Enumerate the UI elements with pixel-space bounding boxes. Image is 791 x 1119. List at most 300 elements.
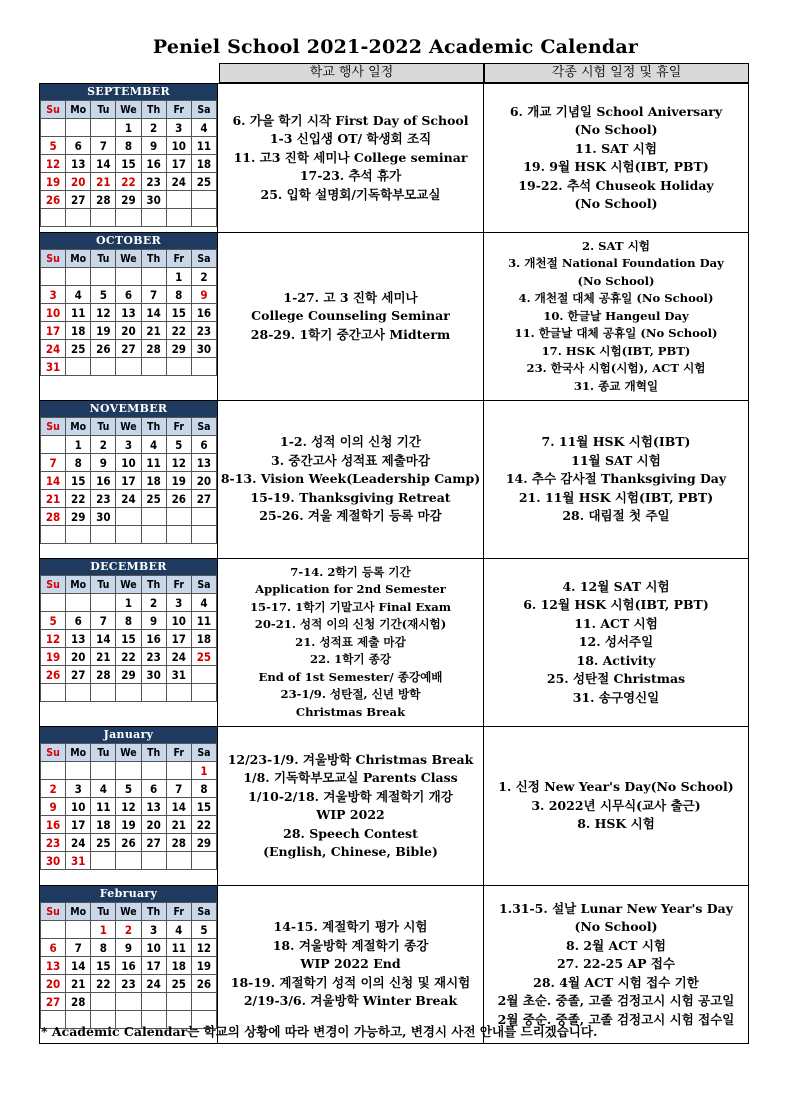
exam-line: (No School)	[574, 919, 658, 935]
month-block-february	[39, 886, 749, 1044]
day-cell: 29	[116, 666, 141, 684]
day-cell	[141, 993, 166, 1011]
day-cell: 19	[191, 957, 216, 975]
day-cell: 11	[191, 612, 216, 630]
exams-holidays	[484, 84, 748, 232]
day-cell	[191, 993, 216, 1011]
month-calendar	[40, 233, 218, 400]
event-line: WIP 2022	[316, 807, 385, 822]
day-cell: 8	[91, 939, 116, 957]
day-cell: 4	[191, 594, 216, 612]
weekday-header: Fr	[166, 576, 191, 594]
day-cell: 20	[191, 472, 216, 490]
months-container	[39, 83, 749, 1044]
day-cell	[41, 209, 66, 227]
weekday-header: Tu	[91, 418, 116, 436]
day-cell: 5	[191, 921, 216, 939]
day-cell: 7	[91, 137, 116, 155]
day-cell: 22	[191, 816, 216, 834]
day-cell	[91, 268, 116, 286]
weekday-header: Mo	[66, 250, 91, 268]
day-cell: 25	[166, 975, 191, 993]
day-cell: 5	[116, 780, 141, 798]
day-cell: 7	[91, 612, 116, 630]
day-cell	[191, 191, 216, 209]
day-cell	[66, 684, 91, 702]
day-cell	[66, 268, 91, 286]
day-cell: 16	[91, 472, 116, 490]
day-cell	[116, 209, 141, 227]
exam-line: (No School)	[574, 122, 658, 137]
weekday-header: Th	[141, 250, 166, 268]
day-cell: 25	[66, 340, 91, 358]
day-cell: 18	[66, 322, 91, 340]
day-cell: 23	[91, 490, 116, 508]
day-cell: 21	[91, 648, 116, 666]
exam-line: 28. 4월 ACT 시험 접수 기한	[533, 974, 699, 990]
day-cell: 17	[116, 472, 141, 490]
day-cell: 27	[116, 340, 141, 358]
day-cell	[116, 358, 141, 376]
exam-line: 19. 9월 HSK 시험(IBT, PBT)	[523, 159, 709, 174]
day-cell: 9	[141, 137, 166, 155]
day-cell: 24	[66, 834, 91, 852]
month-block-september	[39, 83, 749, 233]
event-line: College Counseling Seminar	[251, 308, 450, 324]
day-cell	[91, 762, 116, 780]
day-cell	[191, 209, 216, 227]
day-cell: 9	[41, 798, 66, 816]
day-cell: 25	[141, 490, 166, 508]
day-cell: 25	[191, 648, 216, 666]
day-cell: 30	[141, 191, 166, 209]
day-cell: 4	[166, 921, 191, 939]
day-cell: 28	[91, 191, 116, 209]
day-cell	[141, 508, 166, 526]
day-cell: 4	[66, 286, 91, 304]
day-cell: 24	[141, 975, 166, 993]
event-line: 1/8. 기독학부모교실 Parents Class	[243, 770, 458, 785]
month-grid	[40, 902, 217, 1029]
day-cell: 20	[141, 816, 166, 834]
calendar-frame	[39, 63, 749, 1044]
weekday-header: Mo	[66, 418, 91, 436]
day-cell: 6	[66, 612, 91, 630]
day-cell	[41, 119, 66, 137]
weekday-header: Sa	[191, 903, 216, 921]
day-cell	[41, 921, 66, 939]
day-cell	[91, 358, 116, 376]
day-cell: 9	[116, 939, 141, 957]
day-cell: 7	[166, 780, 191, 798]
day-cell	[166, 209, 191, 227]
day-cell: 19	[91, 322, 116, 340]
weekday-header: Th	[141, 744, 166, 762]
event-line: 22. 1학기 종강	[309, 652, 392, 667]
day-cell: 19	[41, 173, 66, 191]
day-cell: 21	[91, 173, 116, 191]
school-events	[218, 886, 484, 1043]
day-cell	[191, 358, 216, 376]
exam-line: 31. 송구영신일	[572, 689, 660, 705]
weekday-header: Fr	[166, 903, 191, 921]
weekday-header: Fr	[166, 250, 191, 268]
day-cell: 4	[191, 119, 216, 137]
exam-line: 3. 2022년 시무식(교사 출근)	[531, 797, 701, 813]
day-cell: 6	[141, 780, 166, 798]
school-events	[218, 233, 484, 400]
weekday-header: We	[116, 576, 141, 594]
day-cell	[166, 191, 191, 209]
weekday-header: We	[116, 903, 141, 921]
day-cell: 28	[41, 508, 66, 526]
day-cell: 21	[66, 975, 91, 993]
event-line: 18. 겨울방학 계절학기 종강	[272, 937, 429, 953]
day-cell	[116, 762, 141, 780]
weekday-header: Su	[41, 101, 66, 119]
day-cell: 19	[41, 648, 66, 666]
day-cell	[41, 684, 66, 702]
weekday-header: Mo	[66, 576, 91, 594]
weekday-header: Su	[41, 418, 66, 436]
day-cell: 3	[166, 119, 191, 137]
day-cell	[66, 526, 91, 544]
day-cell: 29	[166, 340, 191, 358]
event-line: 28. Speech Contest	[283, 825, 418, 841]
day-cell: 8	[66, 454, 91, 472]
day-cell: 12	[41, 630, 66, 648]
day-cell	[91, 594, 116, 612]
day-cell: 29	[191, 834, 216, 852]
day-cell: 5	[166, 436, 191, 454]
day-cell: 5	[41, 137, 66, 155]
day-cell: 28	[141, 340, 166, 358]
day-cell: 12	[166, 454, 191, 472]
event-line: 15-19. Thanksgiving Retreat	[250, 489, 451, 505]
event-line: 11. 고3 진학 세미나 College seminar	[233, 149, 468, 165]
day-cell: 14	[166, 798, 191, 816]
exam-line: 1.31-5. 설날 Lunar New Year's Day	[499, 900, 733, 916]
day-cell	[166, 684, 191, 702]
event-line: 23-1/9. 성탄절, 신년 방학	[280, 687, 421, 702]
day-cell: 7	[66, 939, 91, 957]
exam-line: 14. 추수 감사절 Thanksgiving Day	[505, 471, 727, 487]
day-cell: 9	[141, 612, 166, 630]
day-cell: 22	[166, 322, 191, 340]
exam-line: (No School)	[577, 273, 655, 288]
day-cell: 26	[116, 834, 141, 852]
day-cell	[191, 666, 216, 684]
weekday-header: Fr	[166, 101, 191, 119]
month-block-january	[39, 727, 749, 886]
exams-holidays	[484, 727, 748, 885]
day-cell: 3	[41, 286, 66, 304]
day-cell: 16	[41, 816, 66, 834]
weekday-header: Sa	[191, 418, 216, 436]
day-cell	[116, 526, 141, 544]
school-events	[218, 84, 484, 232]
weekday-header: Mo	[66, 744, 91, 762]
event-line: End of 1st Semester/ 종강예배	[258, 669, 443, 684]
day-cell: 15	[116, 155, 141, 173]
day-cell: 27	[66, 191, 91, 209]
exam-line: 6. 개교 기념일 School Aniversary	[509, 103, 723, 119]
day-cell	[191, 684, 216, 702]
day-cell: 9	[191, 286, 216, 304]
day-cell: 15	[191, 798, 216, 816]
day-cell	[141, 526, 166, 544]
day-cell: 30	[191, 340, 216, 358]
day-cell	[141, 209, 166, 227]
exam-line: 4. 개천절 대체 공휴일 (No School)	[518, 291, 714, 306]
day-cell: 27	[191, 490, 216, 508]
exam-line: 6. 12월 HSK 시험(IBT, PBT)	[523, 597, 709, 613]
weekday-header: Th	[141, 576, 166, 594]
day-cell	[191, 508, 216, 526]
month-block-december	[39, 559, 749, 727]
day-cell: 11	[191, 137, 216, 155]
day-cell: 28	[66, 993, 91, 1011]
day-cell: 17	[66, 816, 91, 834]
day-cell: 31	[41, 358, 66, 376]
day-cell: 12	[116, 798, 141, 816]
day-cell: 31	[166, 666, 191, 684]
school-events	[218, 559, 484, 726]
month-grid	[40, 575, 217, 702]
day-cell: 18	[166, 957, 191, 975]
event-line: 21. 성적표 제출 마감	[295, 634, 406, 649]
day-cell: 3	[66, 780, 91, 798]
day-cell: 1	[166, 268, 191, 286]
weekday-header: Mo	[66, 903, 91, 921]
exam-line: 25. 성탄절 Christmas	[546, 671, 686, 687]
day-cell	[41, 526, 66, 544]
day-cell	[91, 526, 116, 544]
exam-line: 10. 한글날 Hangeul Day	[543, 308, 689, 323]
day-cell: 23	[191, 322, 216, 340]
event-line: 25-26. 겨울 계절학기 등록 마감	[259, 508, 442, 524]
day-cell: 26	[191, 975, 216, 993]
event-line: 7-14. 2학기 등록 기간	[290, 564, 411, 579]
day-cell: 13	[141, 798, 166, 816]
day-cell	[91, 209, 116, 227]
exam-line: 23. 한국사 시험(시험), ACT 시험	[526, 361, 706, 376]
event-line: (English, Chinese, Bible)	[263, 844, 438, 859]
exam-line: 2월 중순. 중졸, 고졸 검정고시 시험 접수일	[497, 1011, 735, 1027]
day-cell: 2	[141, 119, 166, 137]
weekday-header: We	[116, 101, 141, 119]
day-cell: 29	[66, 508, 91, 526]
exam-line: 3. 개천절 National Foundation Day	[508, 256, 724, 271]
footnote: * Academic Calendar는 학교의 상황에 따라 변경이 가능하고, 변경시 사전 안내를 드리겠습니다.	[41, 1024, 598, 1039]
day-cell: 8	[166, 286, 191, 304]
day-cell	[66, 358, 91, 376]
day-cell: 24	[166, 173, 191, 191]
day-cell: 16	[191, 304, 216, 322]
month-grid	[40, 249, 217, 376]
day-cell: 6	[116, 286, 141, 304]
weekday-header: Th	[141, 903, 166, 921]
event-line: 12/23-1/9. 겨울방학 Christmas Break	[227, 751, 474, 767]
day-cell: 18	[191, 630, 216, 648]
day-cell: 22	[91, 975, 116, 993]
day-cell: 26	[166, 490, 191, 508]
exam-line: 11. 한글날 대체 공휴일 (No School)	[514, 326, 718, 341]
day-cell	[91, 993, 116, 1011]
month-grid	[40, 100, 217, 227]
day-cell: 2	[191, 268, 216, 286]
day-cell: 13	[191, 454, 216, 472]
month-name: January	[40, 727, 217, 743]
page-title: Peniel School 2021-2022 Academic Calendar	[152, 36, 639, 58]
day-cell: 2	[141, 594, 166, 612]
exam-line: 19-22. 추석 Chuseok Holiday	[518, 177, 714, 193]
day-cell: 10	[116, 454, 141, 472]
column-headers	[39, 63, 749, 83]
exam-line: 27. 22-25 AP 접수	[556, 956, 676, 972]
day-cell	[116, 508, 141, 526]
weekday-header: Su	[41, 903, 66, 921]
day-cell	[166, 358, 191, 376]
school-events	[218, 401, 484, 558]
exam-line: 1. 신정 New Year's Day(No School)	[498, 779, 734, 795]
day-cell: 8	[191, 780, 216, 798]
day-cell	[191, 526, 216, 544]
day-cell: 1	[116, 594, 141, 612]
day-cell: 21	[41, 490, 66, 508]
day-cell: 14	[141, 304, 166, 322]
day-cell: 27	[141, 834, 166, 852]
day-cell	[191, 852, 216, 870]
weekday-header: Sa	[191, 101, 216, 119]
day-cell: 13	[116, 304, 141, 322]
day-cell: 18	[191, 155, 216, 173]
exam-line: 2. SAT 시험	[582, 238, 650, 253]
day-cell: 6	[66, 137, 91, 155]
exam-line: 7. 11월 HSK 시험(IBT)	[541, 434, 691, 450]
day-cell: 15	[91, 957, 116, 975]
exam-line: 11월 SAT 시험	[571, 452, 661, 468]
day-cell: 1	[116, 119, 141, 137]
day-cell	[141, 762, 166, 780]
day-cell: 27	[66, 666, 91, 684]
exams-holidays	[484, 233, 748, 400]
day-cell	[166, 762, 191, 780]
month-name: DECEMBER	[40, 559, 217, 575]
weekday-header: We	[116, 418, 141, 436]
day-cell: 11	[91, 798, 116, 816]
exam-line: 12. 성서주일	[578, 634, 654, 650]
day-cell: 22	[116, 648, 141, 666]
day-cell: 21	[141, 322, 166, 340]
event-line: Christmas Break	[295, 704, 406, 719]
day-cell: 24	[116, 490, 141, 508]
exam-line: 11. SAT 시험	[575, 140, 657, 156]
day-cell: 27	[41, 993, 66, 1011]
day-cell: 7	[41, 454, 66, 472]
day-cell: 3	[166, 594, 191, 612]
event-line: 18-19. 계절학기 성적 이의 신청 및 재시험	[230, 974, 471, 990]
day-cell: 21	[166, 816, 191, 834]
day-cell: 5	[41, 612, 66, 630]
day-cell: 3	[141, 921, 166, 939]
event-line: 3. 중간고사 성적표 제출마감	[271, 452, 430, 468]
day-cell: 10	[166, 137, 191, 155]
day-cell: 15	[116, 630, 141, 648]
day-cell: 12	[191, 939, 216, 957]
day-cell: 28	[91, 666, 116, 684]
day-cell: 30	[41, 852, 66, 870]
day-cell: 4	[91, 780, 116, 798]
month-grid	[40, 743, 217, 870]
day-cell: 22	[66, 490, 91, 508]
day-cell: 15	[66, 472, 91, 490]
day-cell	[91, 119, 116, 137]
day-cell	[166, 508, 191, 526]
day-cell	[41, 594, 66, 612]
day-cell: 30	[91, 508, 116, 526]
exams-header: 각종 시험 일정 및 휴일	[484, 63, 749, 83]
day-cell	[141, 358, 166, 376]
event-line: 1/10-2/18. 겨울방학 계절학기 개강	[248, 788, 453, 804]
day-cell	[141, 268, 166, 286]
day-cell: 14	[91, 155, 116, 173]
weekday-header: Sa	[191, 250, 216, 268]
day-cell	[66, 209, 91, 227]
day-cell: 26	[91, 340, 116, 358]
day-cell	[41, 762, 66, 780]
header-spacer	[39, 63, 217, 83]
month-name: SEPTEMBER	[40, 84, 217, 100]
exam-line: (No School)	[574, 196, 658, 211]
event-line: 8-13. Vision Week(Leadership Camp)	[220, 471, 481, 487]
weekday-header: Fr	[166, 744, 191, 762]
exam-line: 17. HSK 시험(IBT, PBT)	[541, 343, 691, 358]
day-cell: 28	[166, 834, 191, 852]
day-cell: 12	[91, 304, 116, 322]
day-cell: 2	[41, 780, 66, 798]
day-cell: 16	[141, 630, 166, 648]
day-cell: 1	[191, 762, 216, 780]
weekday-header: Tu	[91, 576, 116, 594]
day-cell	[166, 526, 191, 544]
day-cell: 25	[91, 834, 116, 852]
event-line: 15-17. 1학기 기말고사 Final Exam	[249, 599, 452, 614]
exams-holidays	[484, 401, 748, 558]
exam-line: 8. HSK 시험	[577, 816, 655, 832]
exams-holidays	[484, 886, 748, 1043]
day-cell	[141, 852, 166, 870]
month-calendar	[40, 559, 218, 726]
exam-line: 21. 11월 HSK 시험(IBT, PBT)	[518, 489, 714, 505]
day-cell: 19	[166, 472, 191, 490]
day-cell: 3	[116, 436, 141, 454]
exam-line: 28. 대림절 첫 주일	[562, 508, 670, 524]
weekday-header: Tu	[91, 101, 116, 119]
day-cell: 13	[66, 155, 91, 173]
day-cell	[166, 852, 191, 870]
weekday-header: Tu	[91, 903, 116, 921]
school-events	[218, 727, 484, 885]
day-cell: 20	[66, 173, 91, 191]
day-cell: 22	[116, 173, 141, 191]
day-cell: 17	[166, 630, 191, 648]
weekday-header: Su	[41, 744, 66, 762]
exam-line: 2월 초순. 중졸, 고졸 검정고시 시험 공고일	[497, 993, 735, 1009]
weekday-header: Th	[141, 418, 166, 436]
month-grid	[40, 417, 217, 544]
month-name: NOVEMBER	[40, 401, 217, 417]
